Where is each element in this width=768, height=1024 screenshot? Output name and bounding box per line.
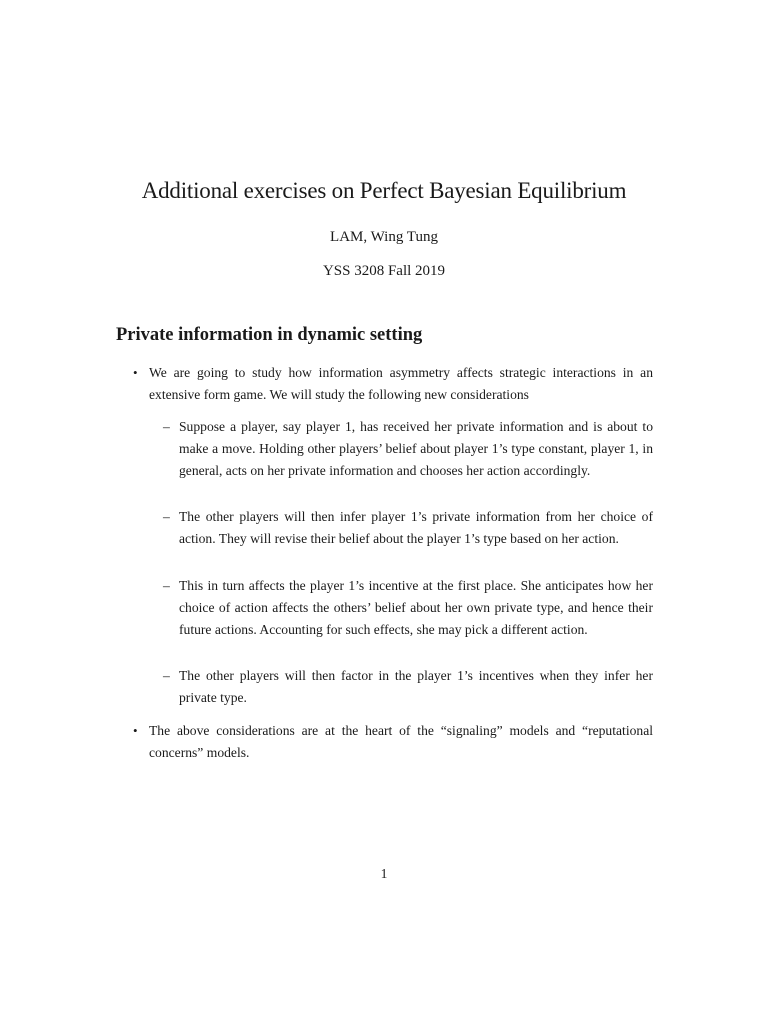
bullet-text: We are going to study how information asymmetry affects strategic interactions in an extensive form game. We will study the following new considerations <box>149 365 653 402</box>
bullet-item <box>133 720 653 764</box>
sub-bullet-item <box>163 575 653 641</box>
sub-bullet-text: The other players will then infer player 1’s private information from her choice of action. They will revise their belief about the player 1’s type based on her action. <box>179 509 653 546</box>
sub-bullet-marker: – <box>163 419 170 434</box>
author-name: LAM, Wing Tung <box>330 229 438 245</box>
bullet-marker: • <box>133 365 138 380</box>
course-info: YSS 3208 Fall 2019 <box>322 263 446 279</box>
sub-bullet-text: Suppose a player, say player 1, has received her private information and is about to make a move. Holding other players’ belief about player 1’s type constant, player 1, in general, acts on her private information and chooses her action accordingly. <box>179 419 653 478</box>
sub-bullet-marker: – <box>163 668 170 683</box>
document-title: Additional exercises on Perfect Bayesian Equilibrium <box>141 178 627 203</box>
sub-bullet-marker: – <box>163 578 170 593</box>
sub-bullet-text: This in turn affects the player 1’s incentive at the first place. She anticipates how her choice of action affects the others’ belief about her own private type, and hence their future actions. Accounting for such effects, she may pick a different action. <box>179 578 653 637</box>
sub-bullet-item <box>163 416 653 482</box>
page-number: 1 <box>380 866 388 881</box>
bullet-marker: • <box>133 723 138 738</box>
sub-bullet-text: The other players will then factor in the player 1’s incentives when they infer her private type. <box>179 668 653 705</box>
bullet-item <box>133 362 653 406</box>
section-heading: Private information in dynamic setting <box>116 325 423 345</box>
sub-bullet-item <box>163 506 653 550</box>
sub-bullet-item <box>163 665 653 709</box>
bullet-text: The above considerations are at the heart of the “signaling” models and “reputational concerns” models. <box>149 723 653 760</box>
sub-bullet-marker: – <box>163 509 170 524</box>
